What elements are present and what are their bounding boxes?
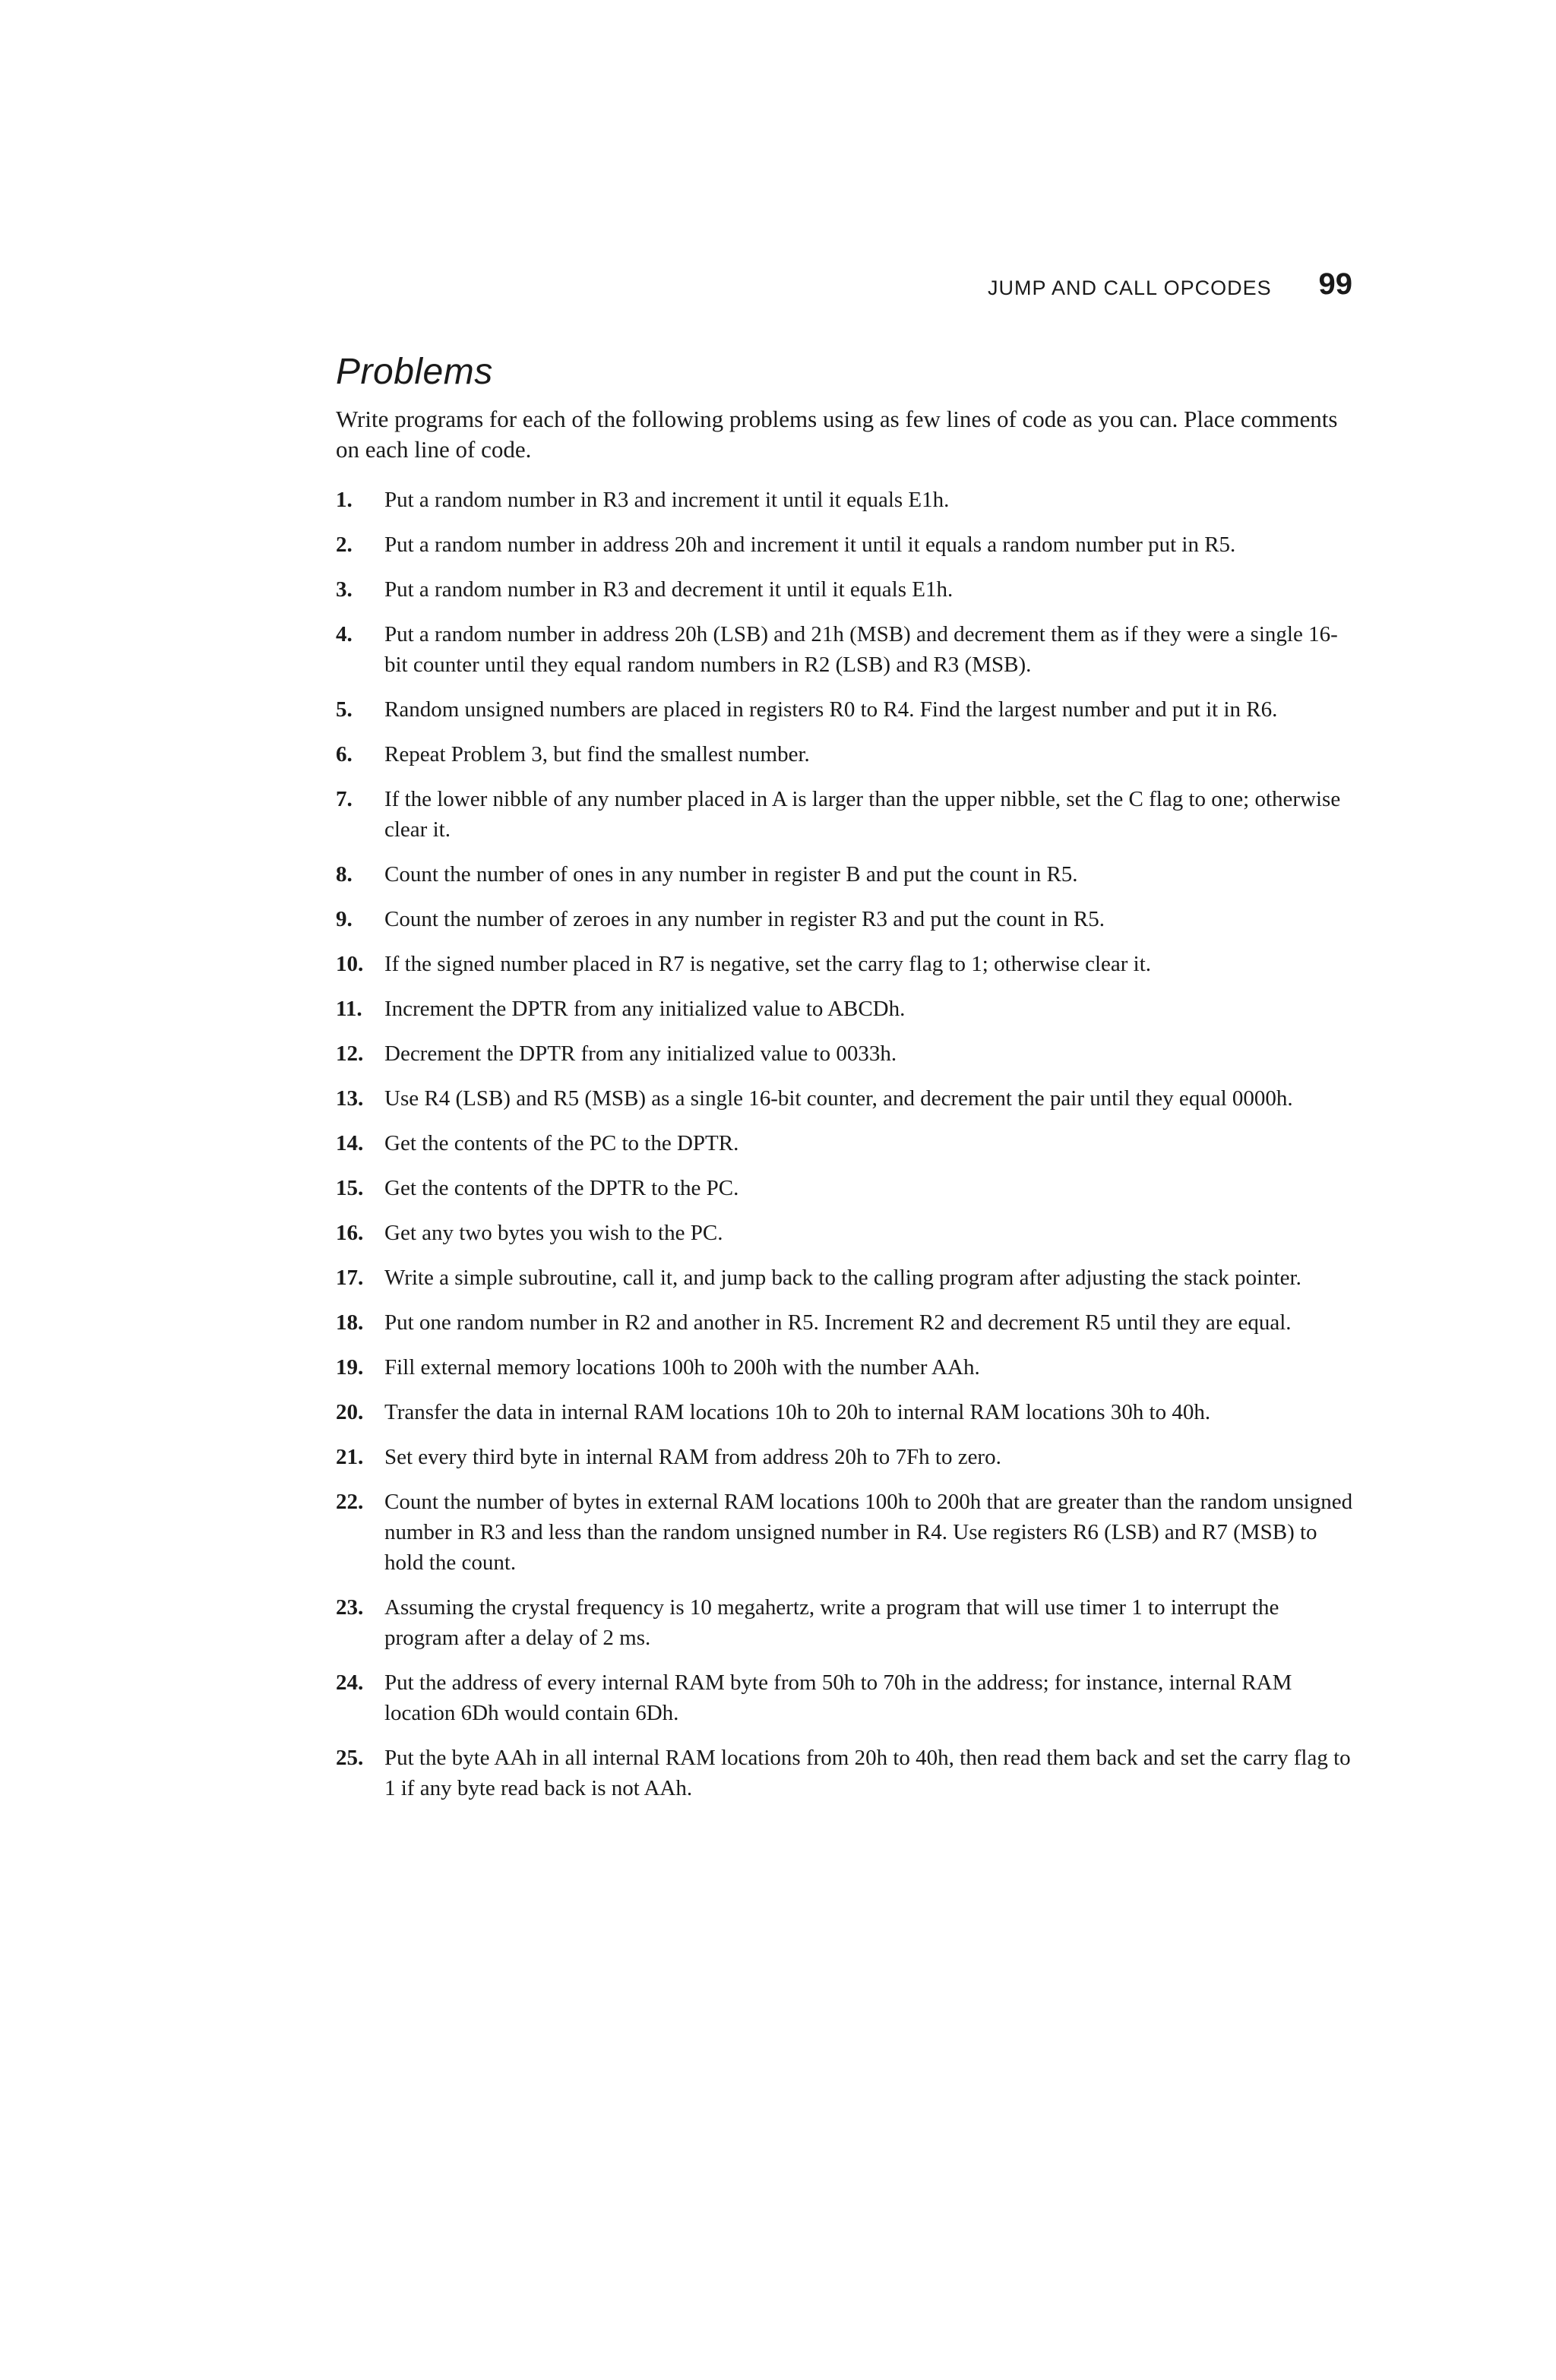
problem-item [336,529,1354,560]
problem-number: 25. [336,1746,364,1770]
problem-number: 15. [336,1176,364,1200]
problem-item [336,485,1354,515]
problem-list [336,485,1354,1818]
problem-number: 17. [336,1266,364,1290]
problem-text: Put a random number in R3 and increment it until it equals E1h. [384,488,950,512]
problem-item [336,904,1354,934]
problem-item [336,1442,1354,1472]
problem-number: 16. [336,1221,364,1245]
problem-item [336,994,1354,1024]
section-intro: Write programs for each of the following problems using as few lines of code as you can. Place comments on each line of code. [336,406,1338,463]
problem-text: Write a simple subroutine, call it, and jump back to the calling program after adjusting the stack pointer. [384,1266,1301,1290]
page-number: 99 [1318,267,1352,301]
problem-item [336,1263,1354,1293]
problem-text: Repeat Problem 3, but find the smallest number. [384,742,810,766]
problem-number: 22. [336,1490,364,1514]
problem-text: Decrement the DPTR from any initialized value to 0033h. [384,1041,897,1066]
problem-text: Increment the DPTR from any initialized value to ABCDh. [384,997,906,1021]
problem-number: 9. [336,907,353,931]
problem-item [336,949,1354,979]
problem-text: Transfer the data in internal RAM locations 10h to 20h to internal RAM locations 30h to 40h. [384,1400,1211,1424]
problem-item [336,1397,1354,1427]
problem-text: Put a random number in address 20h (LSB) and 21h (MSB) and decrement them as if they were a single 16-bit counter until they equal random numbers in R2 (LSB) and R3 (MSB). [384,622,1338,677]
problem-number: 4. [336,622,353,646]
problem-text: Count the number of bytes in external RAM locations 100h to 200h that are greater than the random unsigned number in R3 and less than the random unsigned number in R4. Use registers R6 (LSB) and R7 (MSB) to hold the count. [384,1490,1353,1575]
problem-text: Use R4 (LSB) and R5 (MSB) as a single 16-bit counter, and decrement the pair until they equal 0000h. [384,1086,1293,1111]
problem-item [336,1743,1354,1803]
problem-item [336,1592,1354,1653]
problem-item [336,694,1354,725]
problem-number: 7. [336,787,353,811]
problem-item [336,1173,1354,1203]
problem-number: 20. [336,1400,364,1424]
problem-number: 5. [336,697,353,722]
problem-number: 21. [336,1445,364,1469]
problem-text: Put the byte AAh in all internal RAM locations from 20h to 40h, then read them back and set the carry flag to 1 if any byte read back is not AAh. [384,1746,1351,1800]
problem-text: Put the address of every internal RAM byte from 50h to 70h in the address; for instance, internal RAM location 6Dh would contain 6Dh. [384,1670,1292,1725]
problem-text: Put a random number in R3 and decrement it until it equals E1h. [384,577,954,602]
problem-text: Fill external memory locations 100h to 200h with the number AAh. [384,1355,980,1380]
problem-text: Get the contents of the DPTR to the PC. [384,1176,739,1200]
problem-number: 1. [336,488,353,512]
problem-item [336,574,1354,605]
problem-text: Assuming the crystal frequency is 10 megahertz, write a program that will use timer 1 to interrupt the program after a delay of 2 ms. [384,1595,1279,1650]
problem-item [336,784,1354,845]
problem-text: Put one random number in R2 and another in R5. Increment R2 and decrement R5 until they are equal. [384,1310,1292,1335]
problem-text: If the signed number placed in R7 is negative, set the carry flag to 1; otherwise clear it. [384,952,1152,976]
problem-number: 14. [336,1131,364,1155]
problem-item [336,1352,1354,1383]
problem-number: 19. [336,1355,364,1380]
problem-number: 24. [336,1670,364,1695]
problem-number: 11. [336,997,362,1021]
problem-item [336,619,1354,680]
problem-text: Get the contents of the PC to the DPTR. [384,1131,739,1155]
problem-item [336,1667,1354,1728]
problem-number: 3. [336,577,353,602]
section-title: Problems [336,352,493,392]
problem-number: 23. [336,1595,364,1620]
problem-item [336,1083,1354,1114]
problem-item [336,739,1354,770]
running-title: JUMP AND CALL OPCODES [988,277,1272,299]
running-header [988,264,1352,310]
problem-number: 10. [336,952,364,976]
problem-number: 12. [336,1041,364,1066]
problem-text: Random unsigned numbers are placed in registers R0 to R4. Find the largest number and put it in R6. [384,697,1278,722]
problem-item [336,1307,1354,1338]
problem-text: Count the number of ones in any number in register B and put the count in R5. [384,862,1078,887]
problem-text: Get any two bytes you wish to the PC. [384,1221,723,1245]
problem-number: 18. [336,1310,364,1335]
problem-text: If the lower nibble of any number placed in A is larger than the upper nibble, set the C flag to one; otherwise clear it. [384,787,1341,842]
problem-item [336,859,1354,890]
problem-number: 8. [336,862,353,887]
problem-item [336,1487,1354,1578]
problem-item [336,1218,1354,1248]
problem-item [336,1128,1354,1158]
problem-number: 13. [336,1086,364,1111]
problem-text: Set every third byte in internal RAM from address 20h to 7Fh to zero. [384,1445,1001,1469]
problem-number: 2. [336,533,353,557]
problem-text: Put a random number in address 20h and increment it until it equals a random number put in R5. [384,533,1236,557]
problem-text: Count the number of zeroes in any number in register R3 and put the count in R5. [384,907,1105,931]
problem-number: 6. [336,742,353,766]
problem-item [336,1038,1354,1069]
